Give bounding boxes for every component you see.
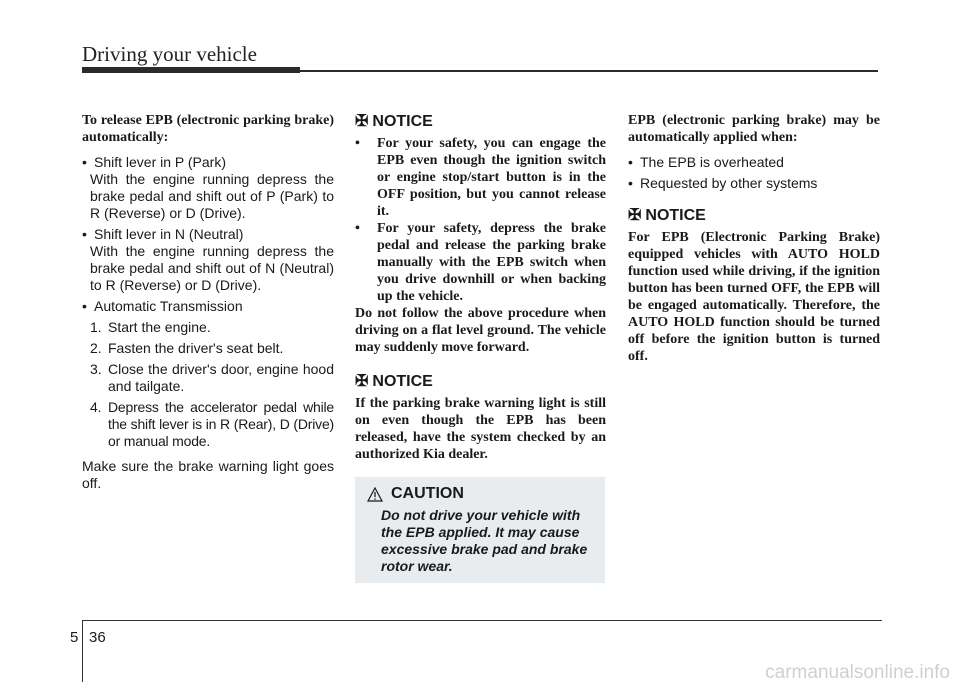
step-item — [82, 319, 334, 336]
header-bar — [82, 67, 300, 73]
notice-heading — [355, 372, 606, 392]
notice-title: NOTICE — [372, 113, 433, 130]
step-number: 3. — [90, 361, 102, 377]
caution-box — [355, 477, 605, 583]
notice-cross-icon: ✠ — [355, 113, 369, 130]
notice-paragraph: For EPB (Electronic Parking Brake) equipped vehicles with AUTO HOLD function used while driving, if the ignition button has been turned OFF, the EPB will be engaged automatically. Therefore, the AUTO HOLD function should be turned off before the ignition button is turned off. — [628, 230, 880, 364]
list-item: • Requested by other systems — [628, 175, 818, 191]
list-item-label: Automatic Transmission — [94, 298, 243, 314]
step-number: 4. — [90, 399, 102, 415]
footer-rule — [82, 620, 882, 621]
notice-cross-icon: ✠ — [355, 373, 369, 390]
list-item: • Shift lever in N (Neutral) — [82, 226, 244, 242]
notice-title: NOTICE — [645, 207, 706, 224]
step-item — [82, 340, 334, 357]
list-item: • Shift lever in P (Park) — [82, 154, 227, 170]
release-heading: To release EPB (electronic parking brake) automatically: — [82, 113, 334, 145]
list-item-label: Requested by other systems — [640, 175, 818, 191]
notice-bullet-text: For your safety, you can engage the EPB even though the ignition switch or engine stop/start button is in the OFF position, but you cannot release it. — [377, 136, 606, 219]
notice-paragraph: If the parking brake warning light is still on even though the EPB has been released, have the system checked by an authorized Kia dealer. — [355, 396, 606, 462]
auto-apply-heading: EPB (electronic parking brake) may be automatically applied when: — [628, 113, 880, 145]
list-item-text: With the engine running depress the brake pedal and shift out of N (Neutral) to R (Reverse) or D (Drive). — [90, 243, 334, 293]
list-item-text: With the engine running depress the brake pedal and shift out of P (Park) to R (Reverse) or D (Drive). — [90, 171, 334, 221]
step-number: 2. — [90, 340, 102, 356]
watermark: carmanualsonline.info — [765, 662, 950, 683]
list-item-label: Shift lever in P (Park) — [94, 154, 227, 170]
notice-heading — [628, 206, 880, 226]
column-right — [628, 112, 880, 365]
notice-cross-icon: ✠ — [628, 207, 642, 224]
notice-title: NOTICE — [372, 373, 433, 390]
step-text: Close the driver's door, engine hood and tailgate. — [108, 361, 334, 394]
footer-tick — [82, 620, 83, 682]
step-text: Start the engine. — [108, 319, 211, 335]
list-item-label: Shift lever in N (Neutral) — [94, 226, 244, 242]
caution-title: CAUTION — [391, 485, 464, 502]
caution-text: Do not drive your vehicle with the EPB applied. It may cause excessive brake pad and brake rotor wear. — [381, 507, 588, 574]
step-text: Depress the accelerator pedal while the shift lever is in R (Rear), D (Drive) or manual mode. — [108, 399, 334, 449]
notice-bullet-text: For your safety, depress the brake pedal and release the parking brake manually with the EPB switch when you drive downhill or when backing up the vehicle. — [377, 221, 606, 304]
list-item-label: The EPB is overheated — [640, 154, 784, 170]
step-number: 1. — [90, 319, 102, 335]
step-text: Fasten the driver's seat belt. — [108, 340, 284, 356]
page-header-title: Driving your vehicle — [82, 42, 257, 66]
column-middle — [355, 112, 606, 463]
warning-triangle-icon — [367, 487, 383, 502]
notice-heading — [355, 112, 606, 132]
list-item: • The EPB is overheated — [628, 154, 784, 170]
section-number: 5 — [70, 629, 79, 646]
column-left — [82, 112, 334, 492]
header-rule — [300, 70, 878, 72]
warning-light-note: Make sure the brake warning light goes off. — [82, 458, 334, 491]
caution-heading — [367, 485, 464, 503]
notice-bullet: • For your safety, depress the brake pedal and release the parking brake manually with the EPB switch when you drive downhill or when backing up the vehicle. — [355, 221, 606, 304]
page-number: 36 — [89, 629, 106, 646]
step-item — [82, 399, 334, 450]
list-item: • Automatic Transmission — [82, 298, 243, 314]
step-item — [82, 361, 334, 395]
notice-paragraph: Do not follow the above procedure when driving on a flat level ground. The vehicle may suddenly move forward. — [355, 306, 606, 355]
notice-bullet: • For your safety, you can engage the EPB even though the ignition switch or engine stop/start button is in the OFF position, but you cannot release it. — [355, 136, 606, 219]
